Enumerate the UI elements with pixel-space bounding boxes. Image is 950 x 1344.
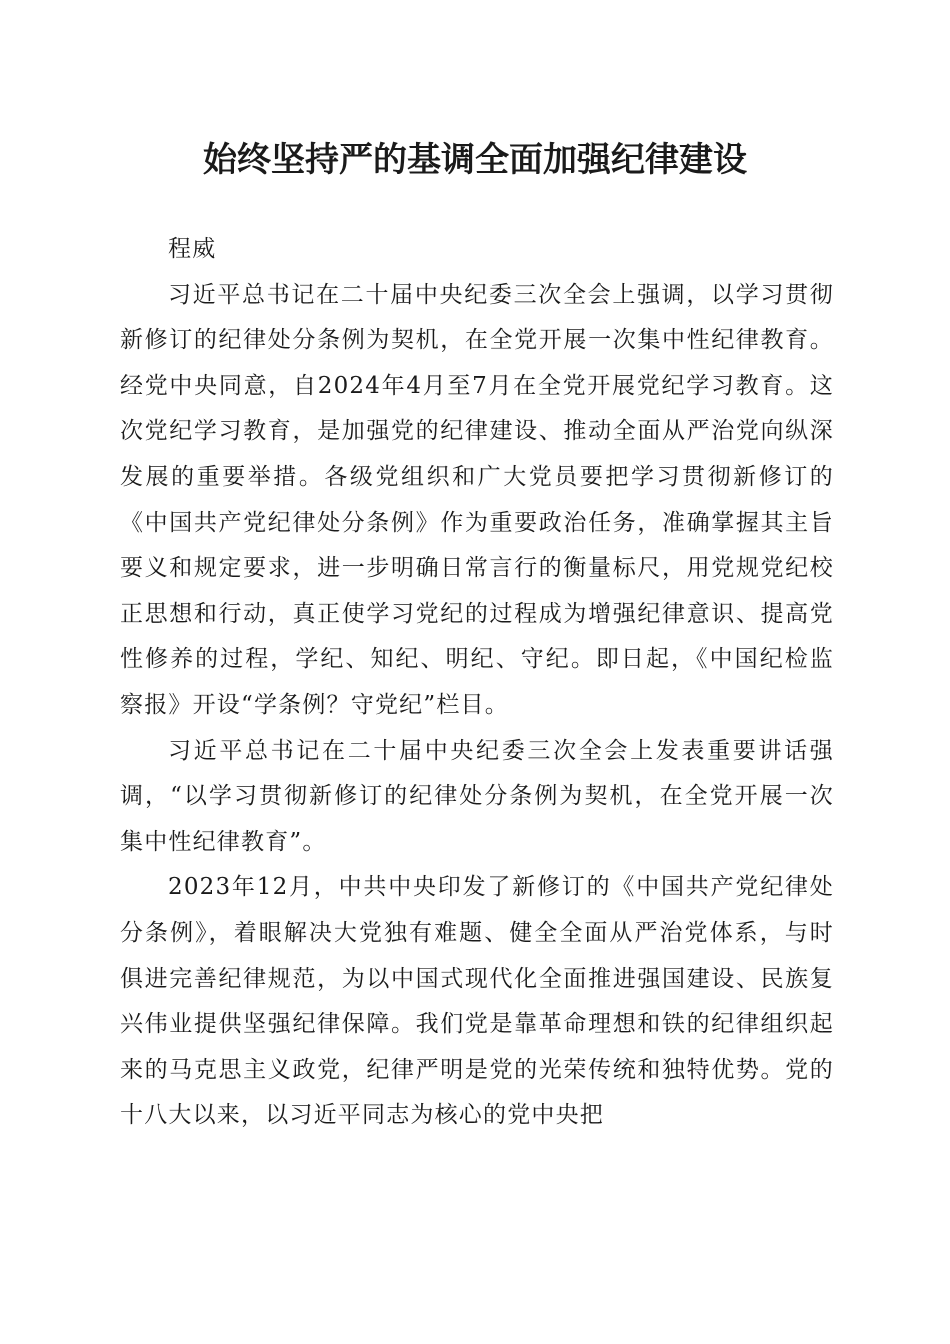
document-body: [120, 227, 834, 1139]
paragraph-3: 2023年12月，中共中央印发了新修订的《中国共产党纪律处分条例》，着眼解决大党独有难题、健全全面从严治党体系，与时俱进完善纪律规范，为以中国式现代化全面推进强国建设、民族复兴伟业提供坚强纪律保障。我们党是靠革命理想和铁的纪律组织起来的马克思主义政党，纪律严明是党的光荣传统和独特优势。党的十八大以来，以习近平同志为核心的党中央把: [120, 874, 834, 1129]
document-title: 始终坚持严的基调全面加强纪律建设: [203, 140, 747, 180]
paragraph-1: 习近平总书记在二十届中央纪委三次全会上强调，以学习贯彻新修订的纪律处分条例为契机，在全党开展一次集中性纪律教育。经党中央同意，自2024年4月至7月在全党开展党纪学习教育。这次党纪学习教育，是加强党的纪律建设、推动全面从严治党向纵深发展的重要举措。各级党组织和广大党员要把学习贯彻新修订的《中国共产党纪律处分条例》作为重要政治任务，准确掌握其主旨要义和规定要求，进一步明确日常言行的衡量标尺，用党规党纪校正思想和行动，真正使学习党纪的过程成为增强纪律意识、提高党性修养的过程，学纪、知纪、明纪、守纪。即日起，《中国纪检监察报》开设“学条例？守党纪”栏目。: [120, 281, 834, 718]
author-name: 程威: [168, 236, 217, 262]
paragraph-2: 习近平总书记在二十届中央纪委三次全会上发表重要讲话强调，“以学习贯彻新修订的纪律处分条例为契机，在全党开展一次集中性纪律教育”。: [120, 737, 834, 855]
